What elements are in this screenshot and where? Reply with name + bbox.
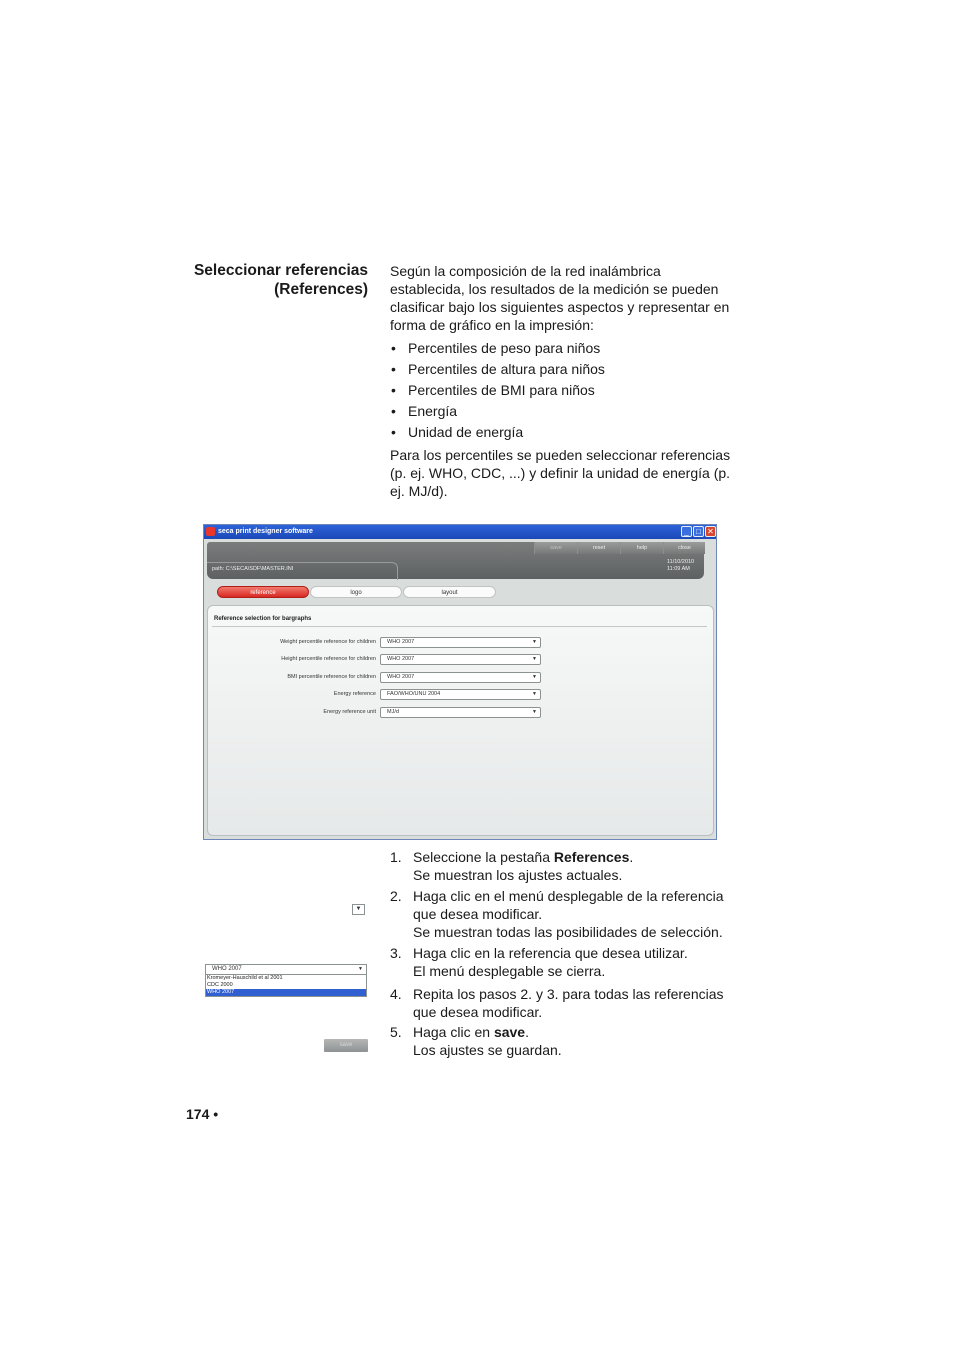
energy-reference-select[interactable] (380, 689, 541, 700)
chevron-down-icon: ▼ (532, 709, 537, 715)
chevron-down-icon: ▼ (532, 656, 537, 662)
datetime (667, 559, 694, 573)
page-number: 174 • (186, 1106, 219, 1122)
maximize-icon: □ (696, 527, 701, 536)
save-button-illustration[interactable]: save (324, 1039, 368, 1052)
step-text-end: . (629, 849, 634, 865)
step-number: 3. (390, 945, 402, 961)
chevron-down-icon: ▼ (355, 906, 362, 912)
aspect-list (390, 339, 735, 444)
weight-reference-value: WHO 2007 (387, 639, 415, 645)
step-text: Seleccione la pestaña (413, 849, 554, 865)
list-item: • Percentiles de altura para niños (390, 360, 735, 381)
energy-unit-select[interactable] (380, 707, 541, 718)
step-number: 5. (390, 1024, 402, 1040)
energy-unit-value: MJ/d (387, 709, 399, 715)
reset-button[interactable]: reset (577, 542, 620, 554)
tab-layout[interactable]: layout (403, 586, 496, 598)
step-item (390, 848, 735, 887)
toolbar-close-button[interactable]: close (663, 542, 705, 554)
step-number: 2. (390, 888, 402, 904)
step-item (390, 1023, 735, 1059)
toolbar (207, 542, 704, 579)
energy-unit-label: Energy reference unit (323, 709, 376, 715)
close-icon: ✕ (707, 527, 714, 536)
time-text: 11:09 AM (667, 566, 690, 572)
window-title: seca print designer software (218, 528, 313, 535)
panel-title: Reference selection for bargraphs (214, 616, 312, 622)
bmi-reference-label: BMI percentile reference for children (287, 674, 376, 680)
step-item (390, 944, 735, 985)
section-heading-line2: (References) (274, 281, 368, 298)
energy-reference-value: FAO/WHO/UNU 2004 (387, 691, 441, 697)
date-text: 11/10/2010 (667, 559, 695, 565)
dropdown-arrow-illustration[interactable] (352, 904, 365, 915)
step-text: Haga clic en (413, 1024, 494, 1040)
software-window (203, 524, 717, 840)
dropdown-options (205, 975, 367, 997)
window-close-button[interactable] (705, 526, 716, 537)
help-button[interactable]: help (620, 542, 663, 554)
step-text-end: . (525, 1024, 529, 1040)
steps-list (390, 848, 735, 1059)
step-result: Se muestran los ajustes actuales. (413, 867, 623, 883)
tab-logo[interactable]: logo (310, 586, 402, 598)
app-logo-icon (206, 527, 215, 536)
height-reference-label: Height percentile reference for children (281, 656, 376, 662)
step-bold: References (553, 849, 630, 865)
intro-paragraph: Según la composición de la red inalámbrica establecida, los resultados de la medición se pueden clasificar bajo los siguientes aspectos y representar en forma de gráfico en la impresión: (390, 263, 730, 333)
bmi-reference-value: WHO 2007 (387, 674, 415, 680)
step-result: Los ajustes se guardan. (413, 1042, 562, 1058)
step-text: Haga clic en la referencia que desea utilizar. (413, 945, 688, 961)
tab-reference[interactable]: reference (217, 586, 309, 598)
energy-reference-label: Energy reference (333, 691, 376, 697)
list-item: • Energía (390, 402, 735, 423)
weight-reference-select[interactable] (380, 637, 541, 648)
maximize-button[interactable] (693, 526, 704, 537)
step-bold: save (493, 1024, 526, 1040)
step-number: 4. (390, 986, 402, 1002)
note-paragraph: Para los percentiles se pueden seleccionar referencias (p. ej. WHO, CDC, ...) y definir la unidad de energía (p. ej. MJ/d). (390, 447, 731, 499)
height-reference-select[interactable] (380, 654, 541, 665)
panel-divider (212, 626, 707, 627)
minimize-button[interactable] (681, 526, 692, 537)
step-result: El menú desplegable se cierra. (413, 963, 606, 979)
window-titlebar (204, 525, 716, 539)
dropdown-option[interactable]: CDC 2000 (207, 982, 233, 988)
step-result: Se muestran todas las posibilidades de selección. (413, 924, 723, 940)
save-button[interactable]: save (534, 542, 577, 554)
dropdown-value: WHO 2007 (212, 966, 242, 972)
step-item (390, 887, 735, 944)
list-item: • Percentiles de peso para niños (390, 339, 735, 360)
height-reference-value: WHO 2007 (387, 656, 415, 662)
chevron-down-icon: ▼ (358, 966, 363, 972)
dropdown-option-selected[interactable]: WHO 2007 (206, 989, 366, 996)
step-number: 1. (390, 849, 402, 865)
chevron-down-icon: ▼ (532, 674, 537, 680)
list-item: • Percentiles de BMI para niños (390, 381, 735, 402)
step-text: Repita los pasos 2. y 3. para todas las referencias que desea modificar. (413, 986, 724, 1020)
dropdown-select[interactable] (205, 964, 367, 975)
step-text: Haga clic en el menú desplegable de la referencia que desea modificar. (413, 888, 724, 922)
file-path: path: C:\SECA\SDF\MASTER.INI (212, 566, 294, 572)
weight-reference-label: Weight percentile reference for children (280, 639, 376, 645)
step-item (390, 985, 735, 1023)
reference-panel (207, 605, 714, 836)
dropdown-illustration (205, 964, 367, 997)
section-heading (150, 261, 368, 299)
chevron-down-icon: ▼ (532, 691, 537, 697)
section-heading-line1: Seleccionar referencias (193, 262, 368, 279)
minimize-icon: _ (684, 527, 689, 536)
list-item: • Unidad de energía (390, 423, 735, 444)
bmi-reference-select[interactable] (380, 672, 541, 683)
chevron-down-icon: ▼ (532, 639, 537, 645)
dropdown-option[interactable]: Kromeyer-Hauschild et al 2001 (207, 975, 283, 981)
